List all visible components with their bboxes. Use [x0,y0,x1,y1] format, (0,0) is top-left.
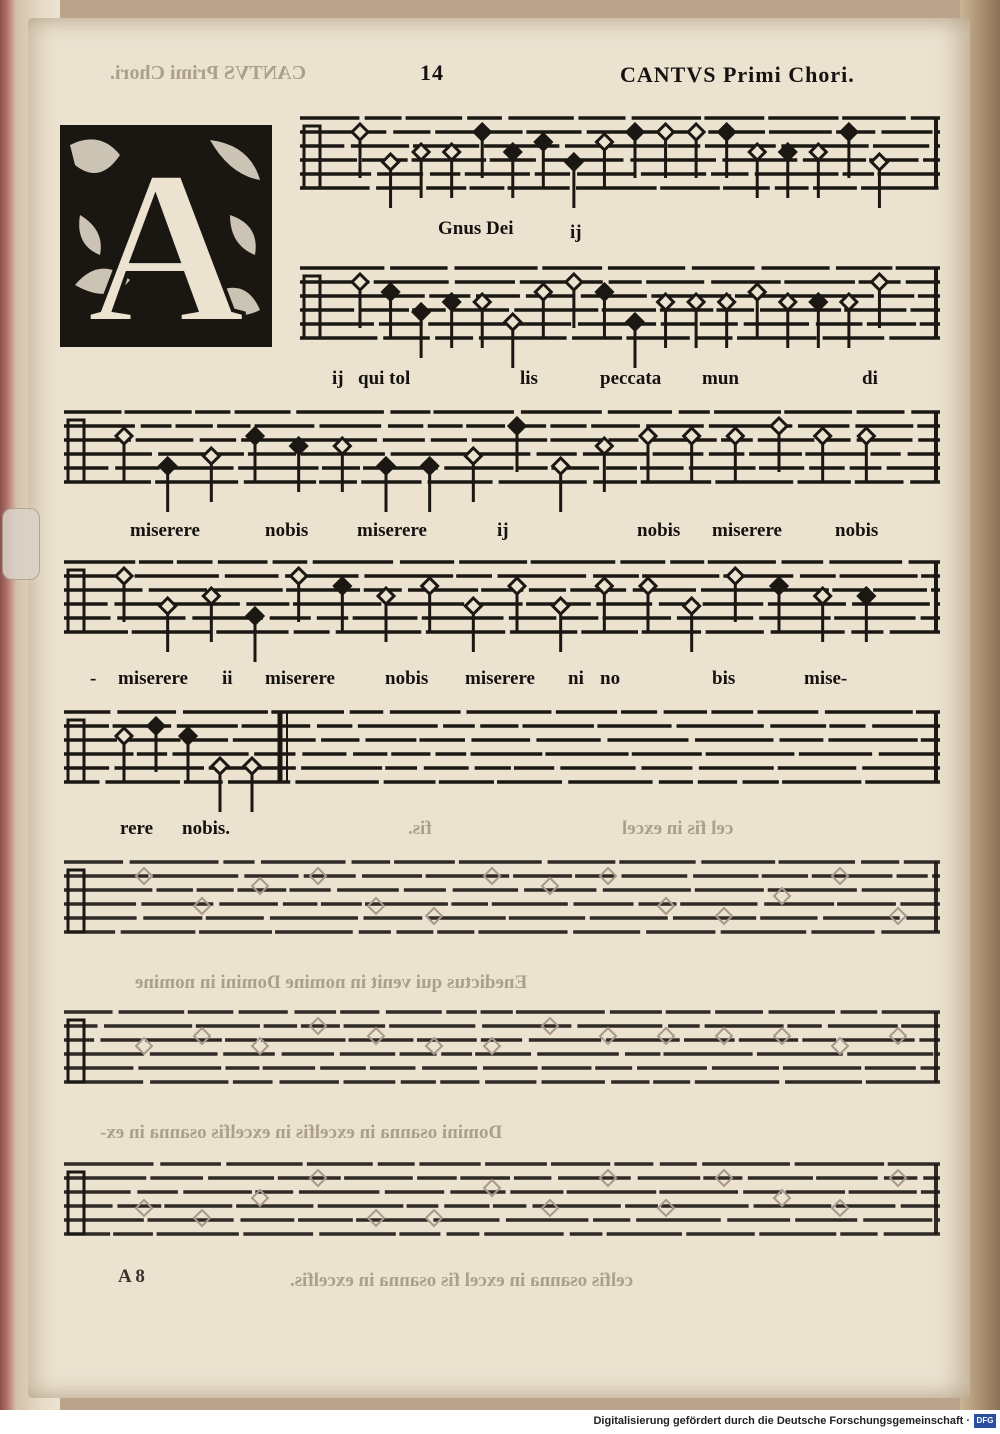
note-head [871,154,887,170]
clef-sign [68,720,84,782]
digitization-footer [0,1410,1000,1434]
note-head [627,314,643,330]
lyric-syllable: Gnus Dei [438,218,514,239]
clef-sign [68,420,84,482]
note-head [684,598,700,614]
ghost-note [832,1200,848,1216]
lyric-syllable: mun [702,368,739,389]
show-through-text: celfis osanna in excel fis osanna in excelfis. [290,1270,634,1291]
lyric-syllable: miserere [357,520,427,541]
lyric-syllable: di [862,368,878,389]
lyric-syllable: lis [520,368,538,389]
note-head [566,154,582,170]
note-head [553,458,569,474]
lyric-syllable: miserere [465,668,535,689]
lyric-syllable: nobis. [182,818,231,839]
ghost-note [542,1200,558,1216]
note-head [871,274,887,290]
ghost-note [716,908,732,924]
note-head [553,598,569,614]
note-head [771,418,787,434]
ghost-note [658,1200,674,1216]
lyric-syllable: nobis [265,520,309,541]
clef-sign [304,276,320,338]
ghost-note [194,1210,210,1226]
note-head [378,458,394,474]
lyric-syllable: ij [332,368,344,389]
show-through-text: Enedictus qui venit in nomine Domini in nomine [135,972,528,993]
page-number: 14 [420,60,444,85]
lyric-syllable: miserere [265,668,335,689]
note-head [465,598,481,614]
note-head [247,608,263,624]
note-head [148,718,164,734]
note-head [658,124,674,140]
note-head [291,568,307,584]
dfg-logo: DFG [974,1414,996,1428]
lyric-syllable: miserere [130,520,200,541]
note-head [627,124,643,140]
voice-title: CANTVS Primi Chori. [620,62,855,87]
note-head [566,274,582,290]
lyric-syllable: miserere [118,668,188,689]
show-through-text: cel fis in excel [622,818,734,839]
note-head [116,568,132,584]
note-head [203,448,219,464]
lyric-syllable: nobis [835,520,879,541]
note-head [160,458,176,474]
note-head [244,758,260,774]
lyric-syllable: nobis [385,668,429,689]
clef-sign [304,126,320,188]
ghost-note [136,1200,152,1216]
lyric-syllable: ii [222,668,233,689]
note-head [160,598,176,614]
lyric-syllable: mise- [804,668,848,689]
clef-sign [68,570,84,632]
note-head [688,124,704,140]
note-head [352,124,368,140]
lyric-syllable: ij [570,222,582,243]
ghost-note [426,908,442,924]
show-through-text: fis. [408,818,432,839]
ghost-note [368,898,384,914]
clef-sign [68,1020,84,1082]
note-head [422,458,438,474]
lyric-syllable: nobis [637,520,681,541]
clef-sign [68,1172,84,1234]
clef-sign [68,870,84,932]
lyric-syllable: rere [120,818,154,839]
note-head [352,274,368,290]
show-through-text: Domini osanna in excelfis in excelfis osanna in ex- [100,1122,503,1143]
lyric-syllable: - [90,668,97,689]
lyric-syllable: bis [712,668,736,689]
ghost-note [368,1210,384,1226]
lyric-syllable: miserere [712,520,782,541]
ghost-note [426,1210,442,1226]
lyric-syllable: ij [497,520,509,541]
lyric-syllable: no [600,668,621,689]
note-head [727,568,743,584]
note-head [383,154,399,170]
ghost-header: CANTVS Primi Chori. [110,62,307,84]
lyric-syllable: peccata [600,368,662,389]
ghost-note [194,898,210,914]
note-head [413,304,429,320]
note-head [474,124,490,140]
ghost-note [890,908,906,924]
note-head [212,758,228,774]
note-head [841,124,857,140]
lyric-syllable: qui tol [358,368,411,389]
footer-credit: Digitalisierung gefördert durch die Deutsche Forschungsgemeinschaft · [593,1415,970,1427]
note-head [719,124,735,140]
note-head [505,314,521,330]
note-head [509,418,525,434]
note-head [465,448,481,464]
lyric-syllable: ni [568,668,584,689]
page-signature: A 8 [118,1266,145,1287]
svg-text:A: A [86,125,246,347]
ghost-note [658,898,674,914]
